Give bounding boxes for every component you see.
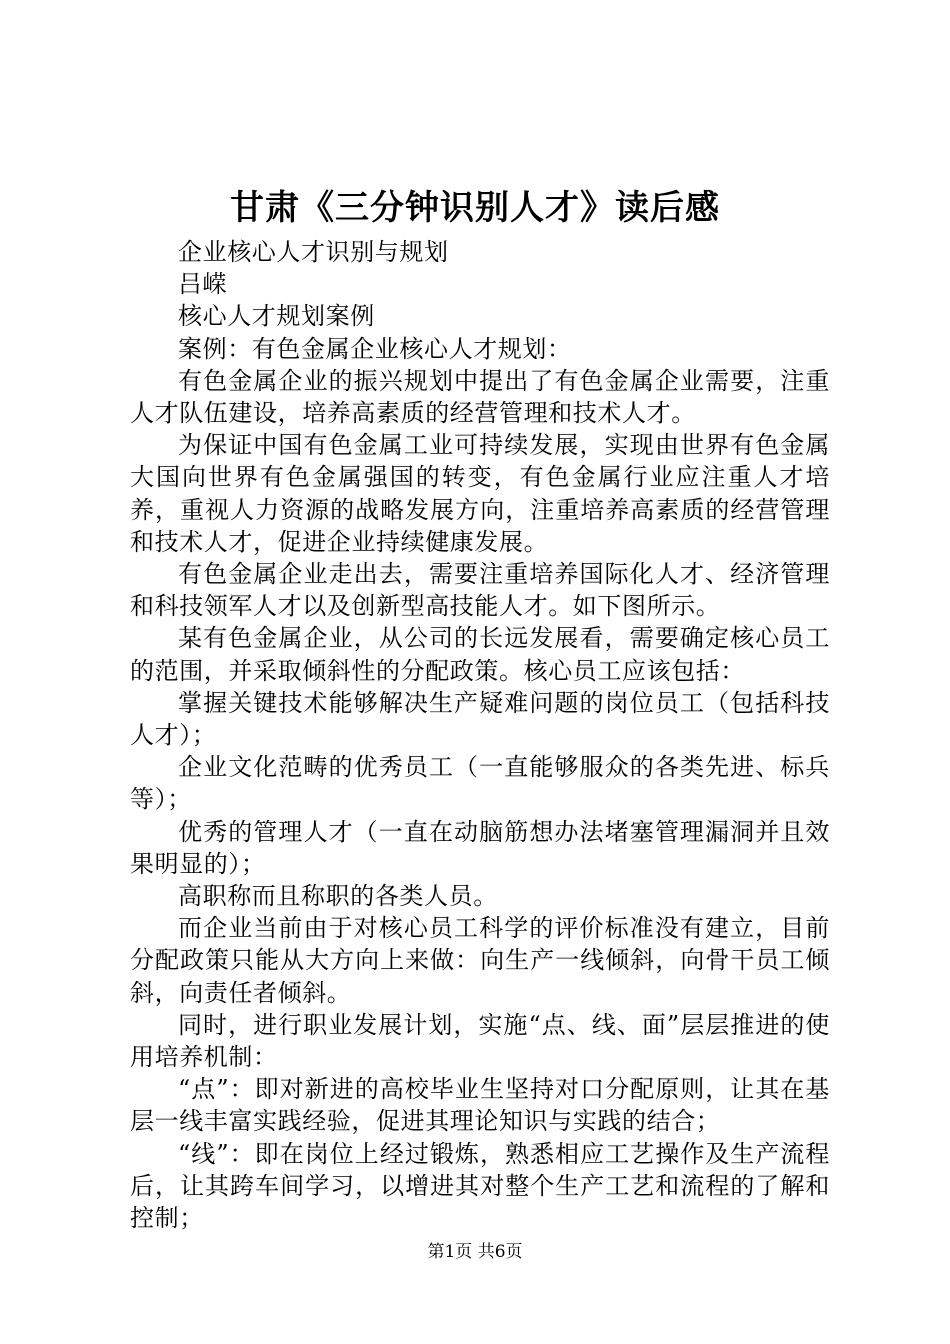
page-footer: 第1页 共6页 — [427, 1242, 523, 1262]
paragraph: 吕嵘 — [178, 270, 228, 299]
paragraph: 企业文化范畴的优秀员工（一直能够服众的各类先进、标兵等）； — [130, 753, 830, 814]
paragraph: 掌握关键技术能够解决生产疑难问题的岗位员工（包括科技人才）； — [130, 688, 830, 750]
paragraph: “线”：即在岗位上经过锻炼，熟悉相应工艺操作及生产流程后，让其跨车间学习，以增进其对整个生产工艺和流程的了解和控制； — [130, 1139, 830, 1233]
paragraph: 核心人才规划案例 — [178, 302, 375, 331]
paragraph: 为保证中国有色金属工业可持续发展，实现由世界有色金属大国向世界有色金属强国的转变，有色金属行业应注重人才培养，重视人力资源的战略发展方向，注重培养高素质的经营管理和技术人才，促进企业持续健康发展。 — [130, 431, 830, 556]
document-title: 甘肃《三分钟识别人才》读后感 — [230, 188, 720, 228]
paragraph: 有色金属企业走出去，需要注重培养国际化人才、经济管理和科技领军人才以及创新型高技能人才。如下图所示。 — [130, 560, 830, 621]
paragraph: “点”：即对新进的高校毕业生坚持对口分配原则，让其在基层一线丰富实践经验，促进其理论知识与实践的结合； — [130, 1075, 830, 1136]
paragraph: 而企业当前由于对核心员工科学的评价标准没有建立，目前分配政策只能从大方向上来做：向生产一线倾斜，向骨干员工倾斜，向责任者倾斜。 — [130, 914, 830, 1007]
paragraph: 有色金属企业的振兴规划中提出了有色金属企业需要，注重人才队伍建设，培养高素质的经营管理和技术人才。 — [130, 366, 830, 428]
paragraph: 高职称而且称职的各类人员。 — [178, 882, 498, 911]
paragraph: 案例：有色金属企业核心人才规划： — [178, 334, 572, 363]
paragraph: 某有色金属企业，从公司的长远发展看，需要确定核心员工的范围，并采取倾斜性的分配政策。核心员工应该包括： — [130, 624, 830, 685]
paragraph: 企业核心人才识别与规划 — [178, 238, 449, 266]
paragraph: 同时，进行职业发展计划，实施“点、线、面”层层推进的使用培养机制： — [130, 1010, 830, 1072]
paragraph: 优秀的管理人才（一直在动脑筋想办法堵塞管理漏洞并且效果明显的）； — [130, 817, 830, 878]
document-body — [130, 236, 830, 1234]
